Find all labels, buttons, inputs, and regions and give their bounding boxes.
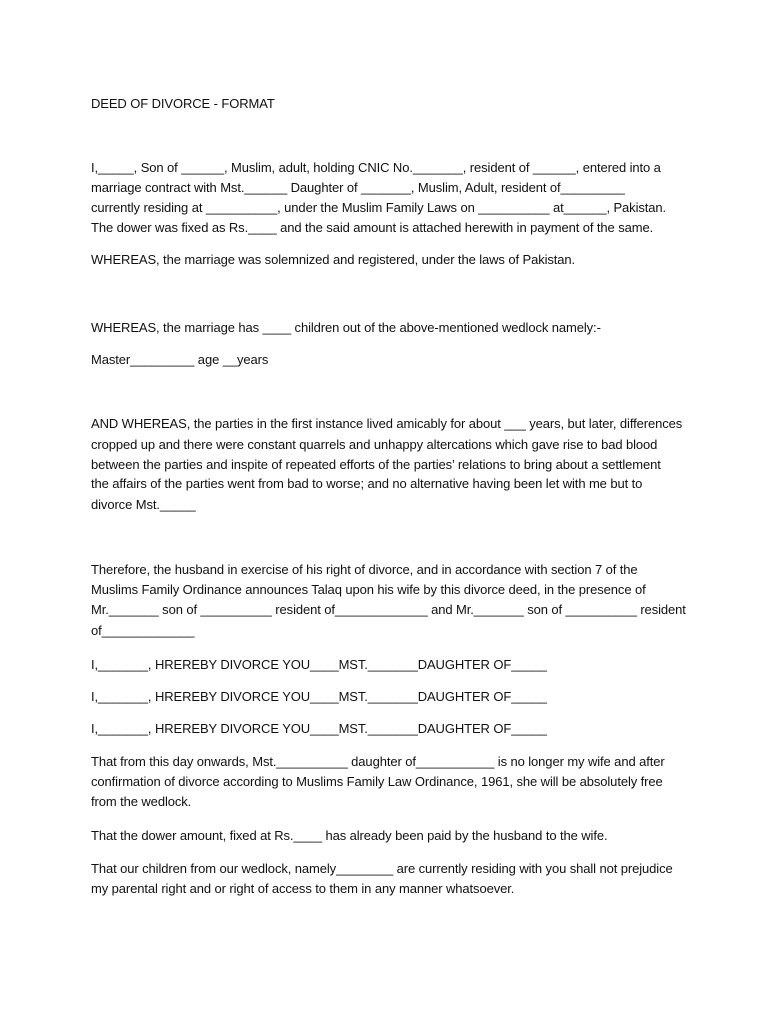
therefore-line-2: Muslims Family Ordinance announces Talaq upon his wife by this divorce deed, in the presence of: [91, 582, 646, 597]
whereas-registered: WHEREAS, the marriage was solemnized and registered, under the laws of Pakistan.: [91, 252, 576, 267]
and-whereas-line-1: AND WHEREAS, the parties in the first instance lived amicably for about ___ years, but later, differences: [91, 416, 683, 431]
divorce-declaration-1: I,_______, HREREBY DIVORCE YOU____MST._______DAUGHTER OF_____: [91, 657, 547, 672]
party-details-line-1: I,_____, Son of ______, Muslim, adult, holding CNIC No._______, resident of ______, entered into a: [91, 160, 661, 175]
and-whereas-line-3: between the parties and inspite of repeated efforts of the parties’ relations to bring about a settlement: [91, 457, 661, 472]
therefore-line-4: of_____________: [91, 623, 195, 638]
dower-paid: That the dower amount, fixed at Rs.____ has already been paid by the husband to the wife.: [91, 828, 608, 843]
children-line-1: That our children from our wedlock, namely________ are currently residing with you shall not prejudice: [91, 861, 673, 876]
divorce-declaration-3: I,_______, HREREBY DIVORCE YOU____MST._______DAUGHTER OF_____: [91, 721, 547, 736]
party-details-line-2: marriage contract with Mst.______ Daughter of _______, Muslim, Adult, resident of_________: [91, 180, 625, 195]
and-whereas-line-4: the affairs of the parties went from bad to worse; and no alternative having been let with me but to: [91, 476, 643, 491]
from-this-day-line-2: confirmation of divorce according to Muslims Family Law Ordinance, 1961, she will be absolutely free: [91, 774, 663, 789]
and-whereas-line-2: cropped up and there were constant quarrels and unhappy altercations which gave rise to bad blood: [91, 437, 658, 452]
children-line-2: my parental right and or right of access to them in any manner whatsoever.: [91, 881, 515, 896]
party-details-line-4: The dower was fixed as Rs.____ and the said amount is attached herewith in payment of the same.: [91, 220, 654, 235]
and-whereas-line-5: divorce Mst._____: [91, 497, 196, 512]
whereas-children: WHEREAS, the marriage has ____ children out of the above-mentioned wedlock namely:-: [91, 320, 601, 335]
document-title: DEED OF DIVORCE - FORMAT: [91, 96, 275, 111]
therefore-line-1: Therefore, the husband in exercise of his right of divorce, and in accordance with section 7 of the: [91, 562, 638, 577]
divorce-declaration-2: I,_______, HREREBY DIVORCE YOU____MST._______DAUGHTER OF_____: [91, 689, 547, 704]
party-details-line-3: currently residing at __________, under the Muslim Family Laws on __________ at______, Pakistan.: [91, 200, 667, 215]
from-this-day-line-3: from the wedlock.: [91, 794, 192, 809]
therefore-line-3: Mr._______ son of __________ resident of_____________ and Mr._______ son of __________ resident: [91, 602, 686, 617]
master-line: Master_________ age __years: [91, 352, 269, 367]
from-this-day-line-1: That from this day onwards, Mst.__________ daughter of___________ is no longer my wife and after: [91, 754, 665, 769]
